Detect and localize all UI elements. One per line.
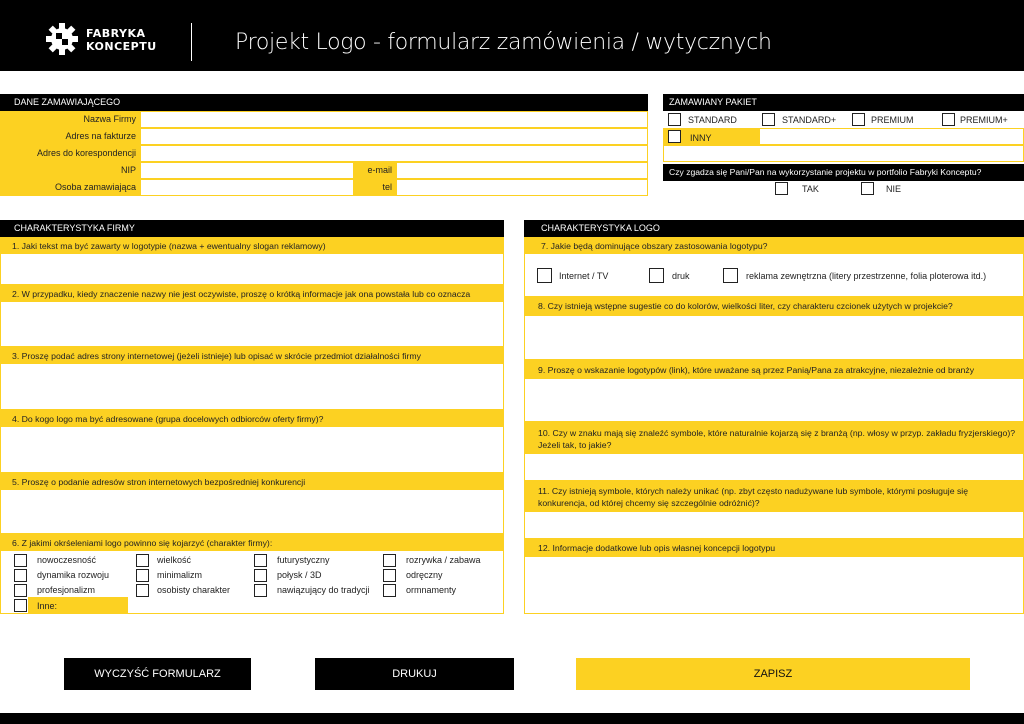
footer-bar [0, 713, 1024, 724]
question-1: 1. Jaki tekst ma być zawarty w logotypie (nazwa + ewentualny slogan reklamowy) [0, 237, 504, 254]
trait-other-label: Inne: [37, 601, 58, 611]
question-12: 12. Informacje dodatkowe lub opis własnej koncepcji logotypu [524, 539, 1024, 557]
trait-checkbox[interactable] [14, 569, 27, 582]
gear-logo-icon [44, 21, 80, 57]
area-checkbox[interactable] [649, 268, 664, 283]
trait-label: profesjonalizm [37, 585, 96, 595]
trait-checkbox[interactable] [383, 554, 396, 567]
question-3: 3. Proszę podać adres strony internetowej (jeżeli istnieje) lub opisać w skrócie przedmiot działalności firmy [0, 347, 504, 364]
question-9: 9. Proszę o wskazanie logotypów (link), które uważane są przez Panią/Pana za atrakcyjne, niezależnie od branży [524, 360, 1024, 379]
trait-checkbox[interactable] [254, 584, 267, 597]
portfolio-yes-label: TAK [802, 184, 819, 194]
trait-label: wielkość [157, 555, 192, 565]
package-other-label: INNY [690, 133, 712, 143]
label-email: e-mail [354, 162, 396, 179]
question-6: 6. Z jakimi okrśeleniami logo powinno się kojarzyć (charakter firmy): [0, 534, 504, 551]
label-invoice-address: Adres na fakturze [0, 128, 140, 145]
print-button[interactable]: DRUKUJ [315, 658, 514, 690]
section-client-data: DANE ZAMAWIAJĄCEGO [0, 94, 648, 111]
section-package: ZAMAWIANY PAKIET [663, 94, 1024, 111]
question-10: 10. Czy w znaku mają się znaleźć symbole, które naturalnie kojarzą się z branżą (np. włosy w przyp. zakładu fryzjerskiego)? Jeżeli tak, to jakie? [524, 422, 1024, 454]
portfolio-question: Czy zgadza się Pani/Pan na wykorzystanie projektu w portfolio Fabryki Konceptu? [663, 164, 1024, 181]
nip-field[interactable] [140, 162, 354, 179]
trait-checkbox[interactable] [14, 554, 27, 567]
trait-label: dynamika rozwoju [37, 570, 110, 580]
answer-9-field[interactable] [524, 379, 1024, 422]
area-label: Internet / TV [559, 271, 609, 281]
answer-12-field[interactable] [524, 557, 1024, 614]
package-premiumplus-checkbox[interactable] [942, 113, 955, 126]
area-label: druk [672, 271, 690, 281]
trait-checkbox[interactable] [136, 584, 149, 597]
trait-label: osobisty charakter [157, 585, 231, 595]
trait-label: połysk / 3D [277, 570, 322, 580]
correspondence-address-field[interactable] [140, 145, 648, 162]
package-standardplus-checkbox[interactable] [762, 113, 775, 126]
trait-label: futurystyczny [277, 555, 330, 565]
trait-label: nawiązujący do tradycji [277, 585, 370, 595]
package-standard-checkbox[interactable] [668, 113, 681, 126]
trait-checkbox[interactable] [136, 569, 149, 582]
answer-11-field[interactable] [524, 512, 1024, 539]
label-correspondence-address: Adres do korespondencji [0, 145, 140, 162]
email-field[interactable] [396, 162, 648, 179]
brand-name-line1: FABRYKA [86, 27, 146, 40]
answer-8-field[interactable] [524, 316, 1024, 360]
trait-label: rozrywka / zabawa [406, 555, 481, 565]
answer-10-field[interactable] [524, 454, 1024, 481]
answer-3-field[interactable] [0, 364, 504, 410]
question-8: 8. Czy istnieją wstępne sugestie co do kolorów, wielkości liter, czy charakteru czcionek użytych w projekcie? [524, 297, 1024, 316]
question-5: 5. Proszę o podanie adresów stron internetowych bezpośredniej konkurencji [0, 473, 504, 490]
question-4: 4. Do kogo logo ma być adresowane (grupa docelowych odbiorców oferty firmy)? [0, 410, 504, 427]
trait-label: nowoczesność [37, 555, 97, 565]
label-tel: tel [354, 179, 396, 196]
company-field[interactable] [140, 111, 648, 128]
trait-checkbox[interactable] [383, 569, 396, 582]
trait-checkbox[interactable] [254, 554, 267, 567]
brand-name-line2: KONCEPTU [86, 40, 157, 53]
section-logo: CHARAKTERYSTYKA LOGO [524, 220, 1024, 237]
label-person: Osoba zamawiająca [0, 179, 140, 196]
label-company: Nazwa Firmy [0, 111, 140, 128]
area-checkbox[interactable] [723, 268, 738, 283]
area-checkbox[interactable] [537, 268, 552, 283]
package-other-field[interactable] [759, 128, 1024, 145]
save-button[interactable]: ZAPISZ [576, 658, 970, 690]
clear-form-button[interactable]: WYCZYŚĆ FORMULARZ [64, 658, 251, 690]
trait-label: odręczny [406, 570, 443, 580]
answer-5-field[interactable] [0, 490, 504, 534]
answer-1-field[interactable] [0, 254, 504, 285]
header-divider [191, 23, 192, 61]
trait-other-checkbox[interactable] [14, 599, 27, 612]
trait-checkbox[interactable] [136, 554, 149, 567]
question-2: 2. W przypadku, kiedy znaczenie nazwy nie jest oczywiste, proszę o krótką informacje jak ona powstała lub co oznacza [0, 285, 504, 302]
portfolio-no-label: NIE [886, 184, 902, 194]
package-other-checkbox[interactable] [668, 130, 681, 143]
trait-label: minimalizm [157, 570, 202, 580]
package-premium-checkbox[interactable] [852, 113, 865, 126]
question-11: 11. Czy istnieją symbole, których należy unikać (np. zbyt często nadużywane lub symbole, którymi posługuje się konkurencja, od której chcemy się szczególnie odróżnić)? [524, 481, 1024, 512]
portfolio-yes-checkbox[interactable] [775, 182, 788, 195]
area-label: reklama zewnętrzna (litery przestrzenne, folia ploterowa itd.) [746, 271, 987, 281]
package-standardplus-label: STANDARD+ [782, 115, 837, 125]
tel-field[interactable] [396, 179, 648, 196]
package-other-field-2[interactable] [663, 145, 1024, 162]
page-title: Projekt Logo - formularz zamówienia / wytycznych [235, 30, 772, 55]
person-field[interactable] [140, 179, 354, 196]
trait-checkbox[interactable] [254, 569, 267, 582]
trait-label: ormnamenty [406, 585, 457, 595]
label-nip: NIP [0, 162, 140, 179]
question-7: 7. Jakie będą dominujące obszary zastosowania logotypu? [524, 237, 1024, 254]
answer-2-field[interactable] [0, 302, 504, 347]
section-company: CHARAKTERYSTYKA FIRMY [0, 220, 504, 237]
package-standard-label: STANDARD [688, 115, 737, 125]
answer-4-field[interactable] [0, 427, 504, 473]
trait-checkbox[interactable] [14, 584, 27, 597]
package-premiumplus-label: PREMIUM+ [960, 115, 1008, 125]
package-premium-label: PREMIUM [871, 115, 914, 125]
trait-checkbox[interactable] [383, 584, 396, 597]
invoice-address-field[interactable] [140, 128, 648, 145]
portfolio-no-checkbox[interactable] [861, 182, 874, 195]
